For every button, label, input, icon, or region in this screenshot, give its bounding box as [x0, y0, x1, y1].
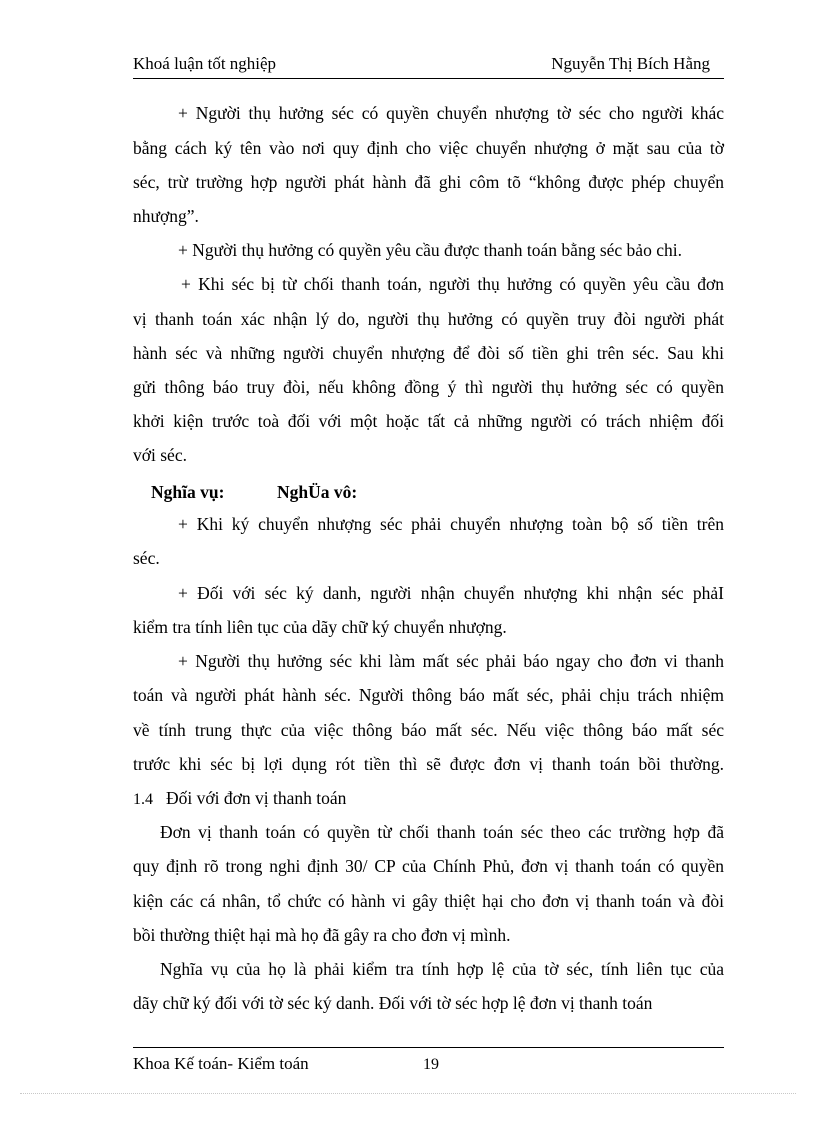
header-thesis-title: Khoá luận tốt nghiệp [133, 54, 277, 73]
obligations-heading: Nghĩa vụ: [151, 482, 225, 502]
paragraph-line: dãy chữ ký đối với tờ séc ký danh. Đối với tờ séc hợp lệ đơn vị thanh toán [133, 993, 653, 1013]
header-author-name: Nguyễn Thị Bích Hằng [551, 54, 710, 73]
paragraph-line: kiện các cá nhân, tổ chức có hành vi gây thiệt hại cho đơn vị thanh toán và đòi [133, 891, 724, 911]
page-footer [133, 1047, 724, 1078]
page-number: 19 [423, 1056, 439, 1073]
paragraph-line: + Khi ký chuyển nhượng séc phải chuyển nhượng toàn bộ số tiền trên [178, 514, 724, 534]
paragraph-line: bồi thường thiệt hại mà họ đã gây ra cho đơn vị mình. [133, 925, 511, 945]
paragraph-line: toán và người phát hành séc. Người thông báo mất séc, phải chịu trách nhiệm [133, 685, 724, 705]
paragraph-line: vị thanh toán xác nhận lý do, người thụ hưởng có quyền truy đòi người phát [133, 309, 724, 329]
paragraph-line: quy định rõ trong nghi định 30/ CP của Chính Phủ, đơn vị thanh toán có quyền [133, 856, 724, 876]
paragraph-line: séc. [133, 548, 160, 568]
paragraph-line: về tính trung thực của việc thông báo mất séc. Nếu việc thông báo mất séc [133, 720, 724, 740]
paragraph-line: nhượng”. [133, 206, 199, 226]
paragraph-line: + Đối với séc ký danh, người nhận chuyển nhượng khi nhận séc phảI [178, 583, 724, 603]
paragraph-line: + Người thụ hưởng séc có quyền chuyển nhượng tờ séc cho người khác [178, 103, 724, 123]
section-number: 1.4 [133, 791, 153, 808]
paragraph-line: + Người thụ hưởng có quyền yêu cầu được thanh toán bằng séc bảo chi. [178, 240, 682, 260]
section-title: Đối với đơn vị thanh toán [166, 788, 347, 808]
footer-faculty: Khoa Kế toán- Kiểm toán [133, 1054, 309, 1073]
paragraph-line: với séc. [133, 445, 187, 465]
paragraph-line: bằng cách ký tên vào nơi quy định cho việc chuyển nhượng ở mặt sau của tờ [133, 138, 724, 158]
page-boundary-divider [20, 1093, 796, 1094]
paragraph-line: + Khi séc bị từ chối thanh toán, người thụ hưởng có quyền yêu cầu đơn [181, 274, 724, 294]
paragraph-line: kiểm tra tính liên tục của dãy chữ ký chuyển nhượng. [133, 617, 507, 637]
paragraph-line: khởi kiện trước toà đối với một hoặc tất cả những người có trách nhiệm đối [133, 411, 724, 431]
paragraph-line: + Người thụ hưởng séc khi làm mất séc phải báo ngay cho đơn vi thanh [178, 651, 724, 671]
paragraph-line: Nghĩa vụ của họ là phải kiểm tra tính hợp lệ của tờ séc, tính liên tục của [160, 959, 724, 979]
page-header [133, 52, 724, 79]
obligations-heading-alt: NghÜa vô: [277, 482, 358, 502]
paragraph-line: hành séc và những người chuyển nhượng để đòi số tiền ghi trên séc. Sau khi [133, 343, 724, 363]
paragraph-line: Đơn vị thanh toán có quyền từ chối thanh toán séc theo các trường hợp đã [160, 822, 724, 842]
paragraph-line: trước khi séc bị lợi dụng rót tiền thì sẽ được đơn vị thanh toán bồi thường. [133, 754, 724, 774]
paragraph-line: gửi thông báo truy đòi, nếu không đồng ý thì người thụ hưởng séc có quyền [133, 377, 724, 397]
paragraph-line: séc, trừ trường hợp người phát hành đã ghi côm tõ “không được phép chuyển [133, 172, 724, 192]
